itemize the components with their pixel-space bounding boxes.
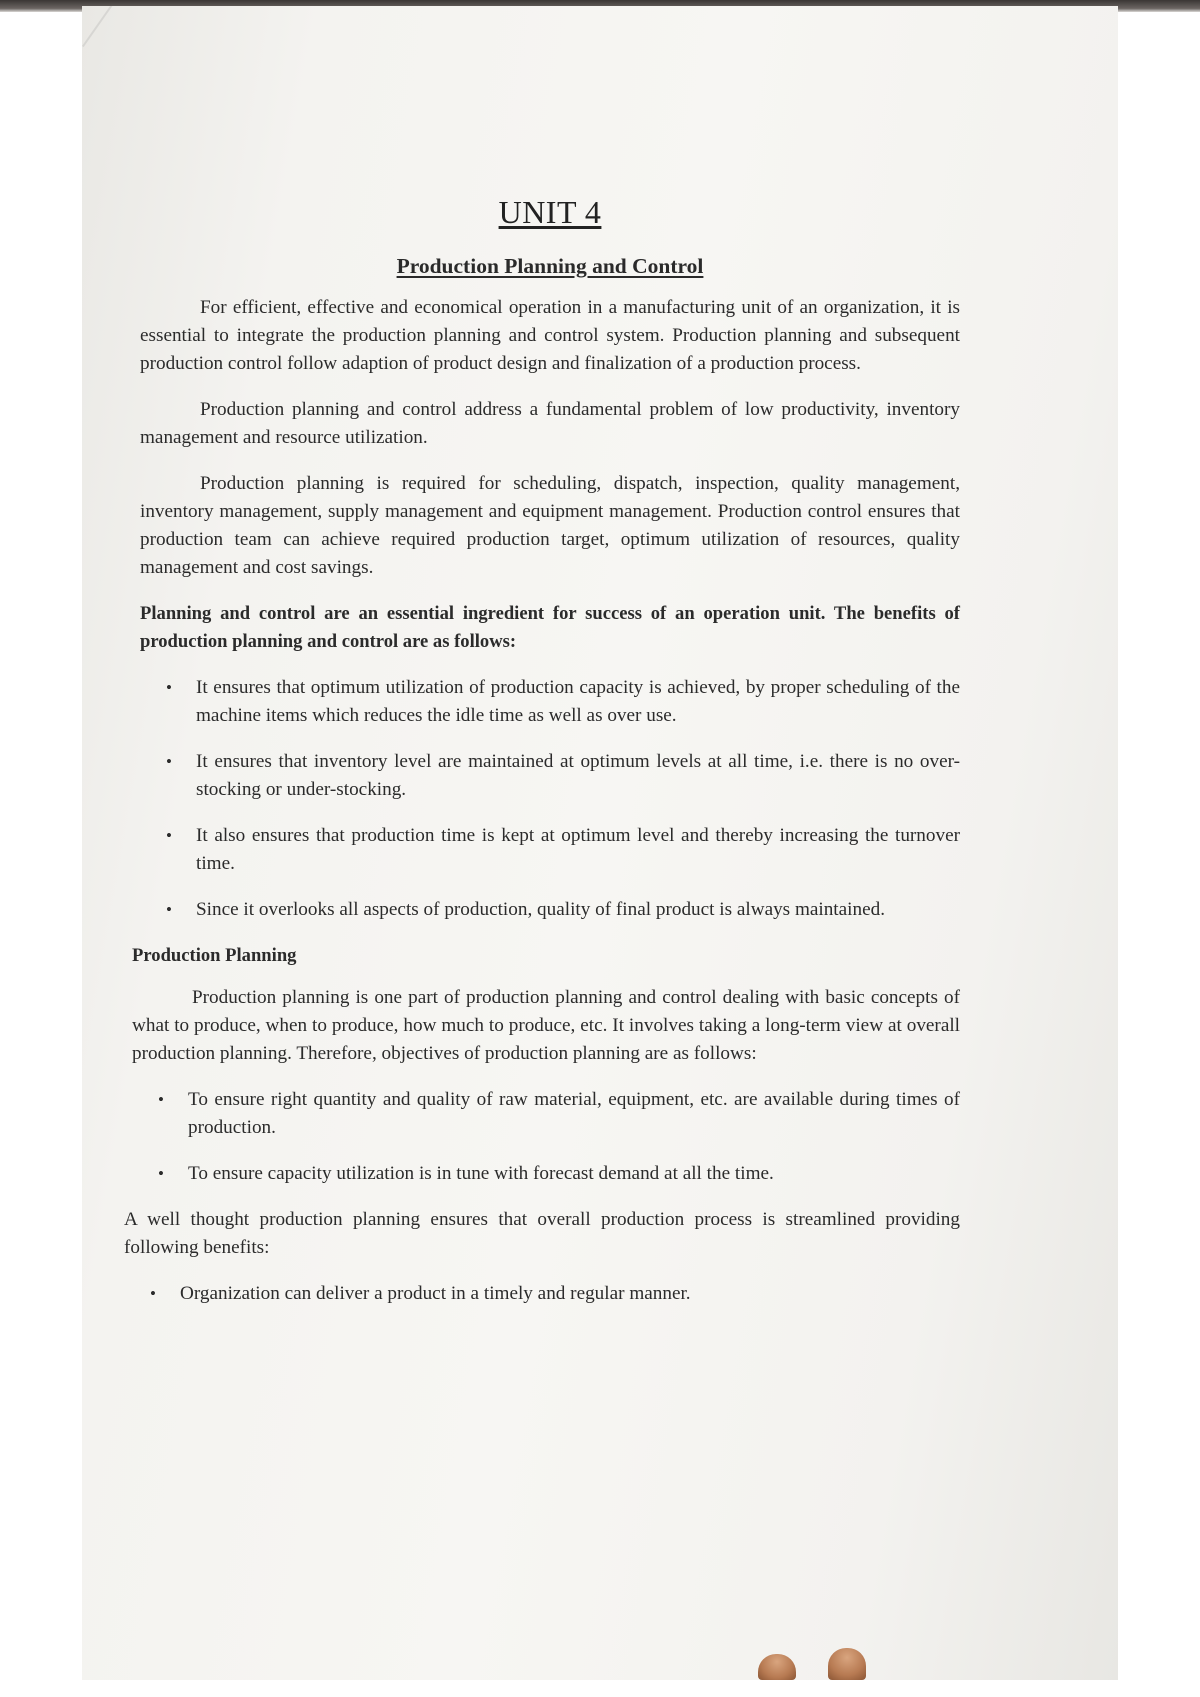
list-item-text: To ensure capacity utilization is in tune with forecast demand at all the time. [188,1163,774,1184]
bullet-icon: • [166,752,172,771]
list-item-text: It also ensures that production time is kept at optimum level and thereby increasing the turnover time. [196,825,960,874]
intro-paragraph-1: For efficient, effective and economical operation in a manufacturing unit of an organization, it is essential to integrate the production planning and control system. Production planning and subsequent production control follow adaption of product design and finalization of a production process. [140,297,960,374]
list-item-text: It ensures that optimum utilization of production capacity is achieved, by proper scheduling of the machine items which reduces the idle time as well as over use. [196,677,960,726]
list-item-text: Organization can deliver a product in a timely and regular manner. [180,1283,691,1304]
intro-paragraph-3: Production planning is required for scheduling, dispatch, inspection, quality management, inventory management, supply management and equipment management. Production control ensures that production team can achieve required production target, optimum utilization of resources, quality management and cost savings. [140,473,960,578]
production-planning-paragraph: Production planning is one part of production planning and control dealing with basic concepts of what to produce, when to produce, how much to produce, etc. It involves taking a long-term view at overall production planning. Therefore, objectives of production planning are as follows: [132,987,960,1064]
streamline-benefits-list [124,1280,960,1308]
fingertip [828,1648,866,1680]
list-item [158,1160,960,1188]
bullet-icon: • [158,1164,164,1183]
document-body [124,190,960,1326]
benefits-intro: Planning and control are an essential ingredient for success of an operation unit. The benefits of production planning and control are as follows: [140,603,960,652]
list-item-text: It ensures that inventory level are maintained at optimum levels at all time, i.e. there is no over-stocking or under-stocking. [196,751,960,800]
list-item-text: Since it overlooks all aspects of production, quality of final product is always maintained. [196,899,885,920]
benefits-list [140,674,960,924]
list-item [166,674,960,730]
list-item-text: To ensure right quantity and quality of raw material, equipment, etc. are available during times of production. [188,1089,960,1138]
fingertip [758,1654,796,1680]
production-planning-heading: Production Planning [132,945,297,966]
paper-fold-crease [82,6,118,47]
bullet-icon: • [166,678,172,697]
section-title: Production Planning and Control [396,254,704,278]
list-item [166,896,960,924]
bullet-icon: • [166,900,172,919]
streamline-paragraph: A well thought production planning ensures that overall production process is streamlined providing following benefits: [124,1209,960,1258]
objectives-list [132,1086,960,1188]
bullet-icon: • [150,1284,156,1303]
list-item [166,822,960,878]
intro-paragraph-2: Production planning and control address a fundamental problem of low productivity, inventory management and resource utilization. [140,399,960,448]
bullet-icon: • [166,826,172,845]
list-item [150,1280,960,1308]
bullet-icon: • [158,1090,164,1109]
fingertips-holding-page [758,1646,908,1680]
unit-title: UNIT 4 [498,194,602,230]
list-item [166,748,960,804]
list-item [158,1086,960,1142]
